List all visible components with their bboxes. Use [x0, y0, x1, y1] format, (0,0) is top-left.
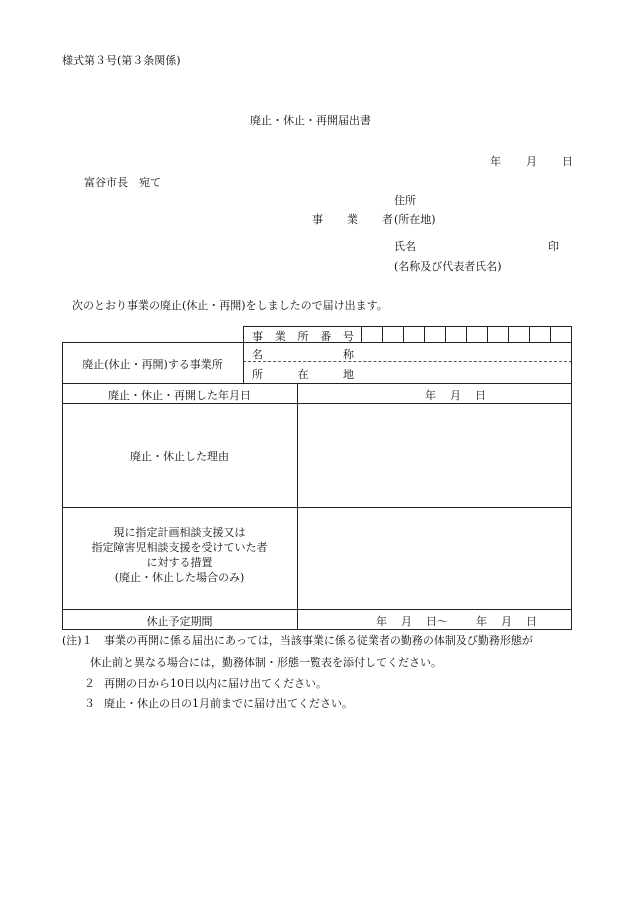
table-line-office-divider: [243, 326, 244, 384]
office-location-char: 在: [297, 368, 309, 381]
suspension-end-month: 月: [501, 615, 512, 628]
date-value-month: 月: [450, 389, 461, 402]
reason-label: 廃止・休止した理由: [130, 450, 229, 463]
date-value: [425, 387, 486, 403]
note-2-number: ２: [84, 677, 95, 690]
table-line-top: [243, 326, 572, 327]
role-char-3: 者: [382, 213, 393, 226]
measures-label: [62, 525, 297, 585]
note-3-number: ３: [84, 697, 95, 710]
address-label: 住所: [394, 194, 416, 207]
date-year-label: 年: [490, 155, 501, 168]
role-char-2: 業: [347, 213, 358, 226]
date-value-year: 年: [425, 389, 436, 402]
suspension-start-month: 月: [401, 615, 412, 628]
table-line-reason-top: [62, 403, 572, 404]
form-table: [62, 326, 572, 630]
notes-prefix: (注)１: [62, 634, 93, 647]
table-line-right: [571, 326, 572, 630]
office-label: 廃止(休止・再開)する事業所: [82, 358, 223, 371]
office-name-label: [252, 346, 354, 362]
measures-line: 指定障害児相談支援を受けていた者: [91, 541, 268, 554]
table-line-main-divider: [297, 383, 298, 630]
suspension-end-year: 年: [476, 615, 487, 628]
office-location-label: [252, 366, 354, 382]
suspension-value: [376, 613, 537, 629]
office-number-box-edge: [529, 326, 530, 343]
office-number-box-edge: [445, 326, 446, 343]
office-number-char: 事: [252, 330, 263, 343]
name-label: 氏名: [394, 240, 416, 253]
address-sub-label: (所在地): [394, 213, 436, 226]
form-title: 廃止・休止・再開届出書: [250, 114, 371, 127]
suspension-start-day: 日〜: [426, 615, 448, 628]
office-number-box-edge: [361, 326, 362, 343]
seal-mark: 印: [548, 240, 559, 253]
office-number-box-edge: [508, 326, 509, 343]
role-char-1: 事: [312, 213, 323, 226]
suspension-label: 休止予定期間: [146, 615, 213, 628]
office-number-box-edge: [487, 326, 488, 343]
addressee: 富谷市長 宛て: [84, 176, 161, 189]
form-number: 様式第３号(第３条関係): [62, 54, 181, 67]
table-line-suspension-top: [62, 609, 572, 610]
note-1-line-2: 休止前と異なる場合には，勤務体制・形態一覧表を添付してください。: [90, 656, 442, 669]
office-number-box-edge: [382, 326, 383, 343]
name-note: (名称及び代表者氏名): [394, 260, 502, 273]
office-number-box-edge: [466, 326, 467, 343]
office-number-char: 所: [297, 330, 309, 343]
office-number-box-edge: [403, 326, 404, 343]
table-line-measures-top: [62, 507, 572, 508]
office-number-char: 号: [343, 330, 354, 343]
date-value-day: 日: [475, 389, 486, 402]
intro-text: 次のとおり事業の廃止(休止・再開)をしましたので届け出ます。: [72, 299, 388, 312]
office-name-char: 名: [252, 348, 263, 361]
office-name-char: 称: [343, 348, 354, 361]
date-label: 廃止・休止・再開した年月日: [108, 389, 251, 402]
note-2: 再開の日から10日以内に届け出てください。: [104, 677, 327, 690]
measures-line: (廃止・休止した場合のみ): [114, 571, 245, 584]
office-number-char: 業: [274, 330, 286, 343]
note-3: 廃止・休止の日の1月前までに届け出てください。: [104, 697, 353, 710]
note-1-line-1: 事業の再開に係る届出にあっては，当該事業に係る従業者の勤務の体制及び勤務形態が: [104, 634, 533, 647]
office-number-box-edge: [424, 326, 425, 343]
office-location-char: 地: [343, 368, 354, 381]
office-number-char: 番: [320, 330, 332, 343]
date-day-label: 日: [562, 155, 573, 168]
office-number-box-edge: [550, 326, 551, 343]
suspension-end-day: 日: [526, 615, 537, 628]
office-number-label: [252, 328, 354, 344]
measures-line: 現に指定計画相談支援又は: [113, 526, 246, 539]
date-month-label: 月: [526, 155, 537, 168]
table-line-bottom: [62, 629, 572, 630]
office-location-char: 所: [252, 368, 263, 381]
table-line-date-top: [62, 383, 572, 384]
suspension-start-year: 年: [376, 615, 387, 628]
table-line-left: [62, 342, 63, 630]
measures-line: に対する措置: [146, 556, 213, 569]
